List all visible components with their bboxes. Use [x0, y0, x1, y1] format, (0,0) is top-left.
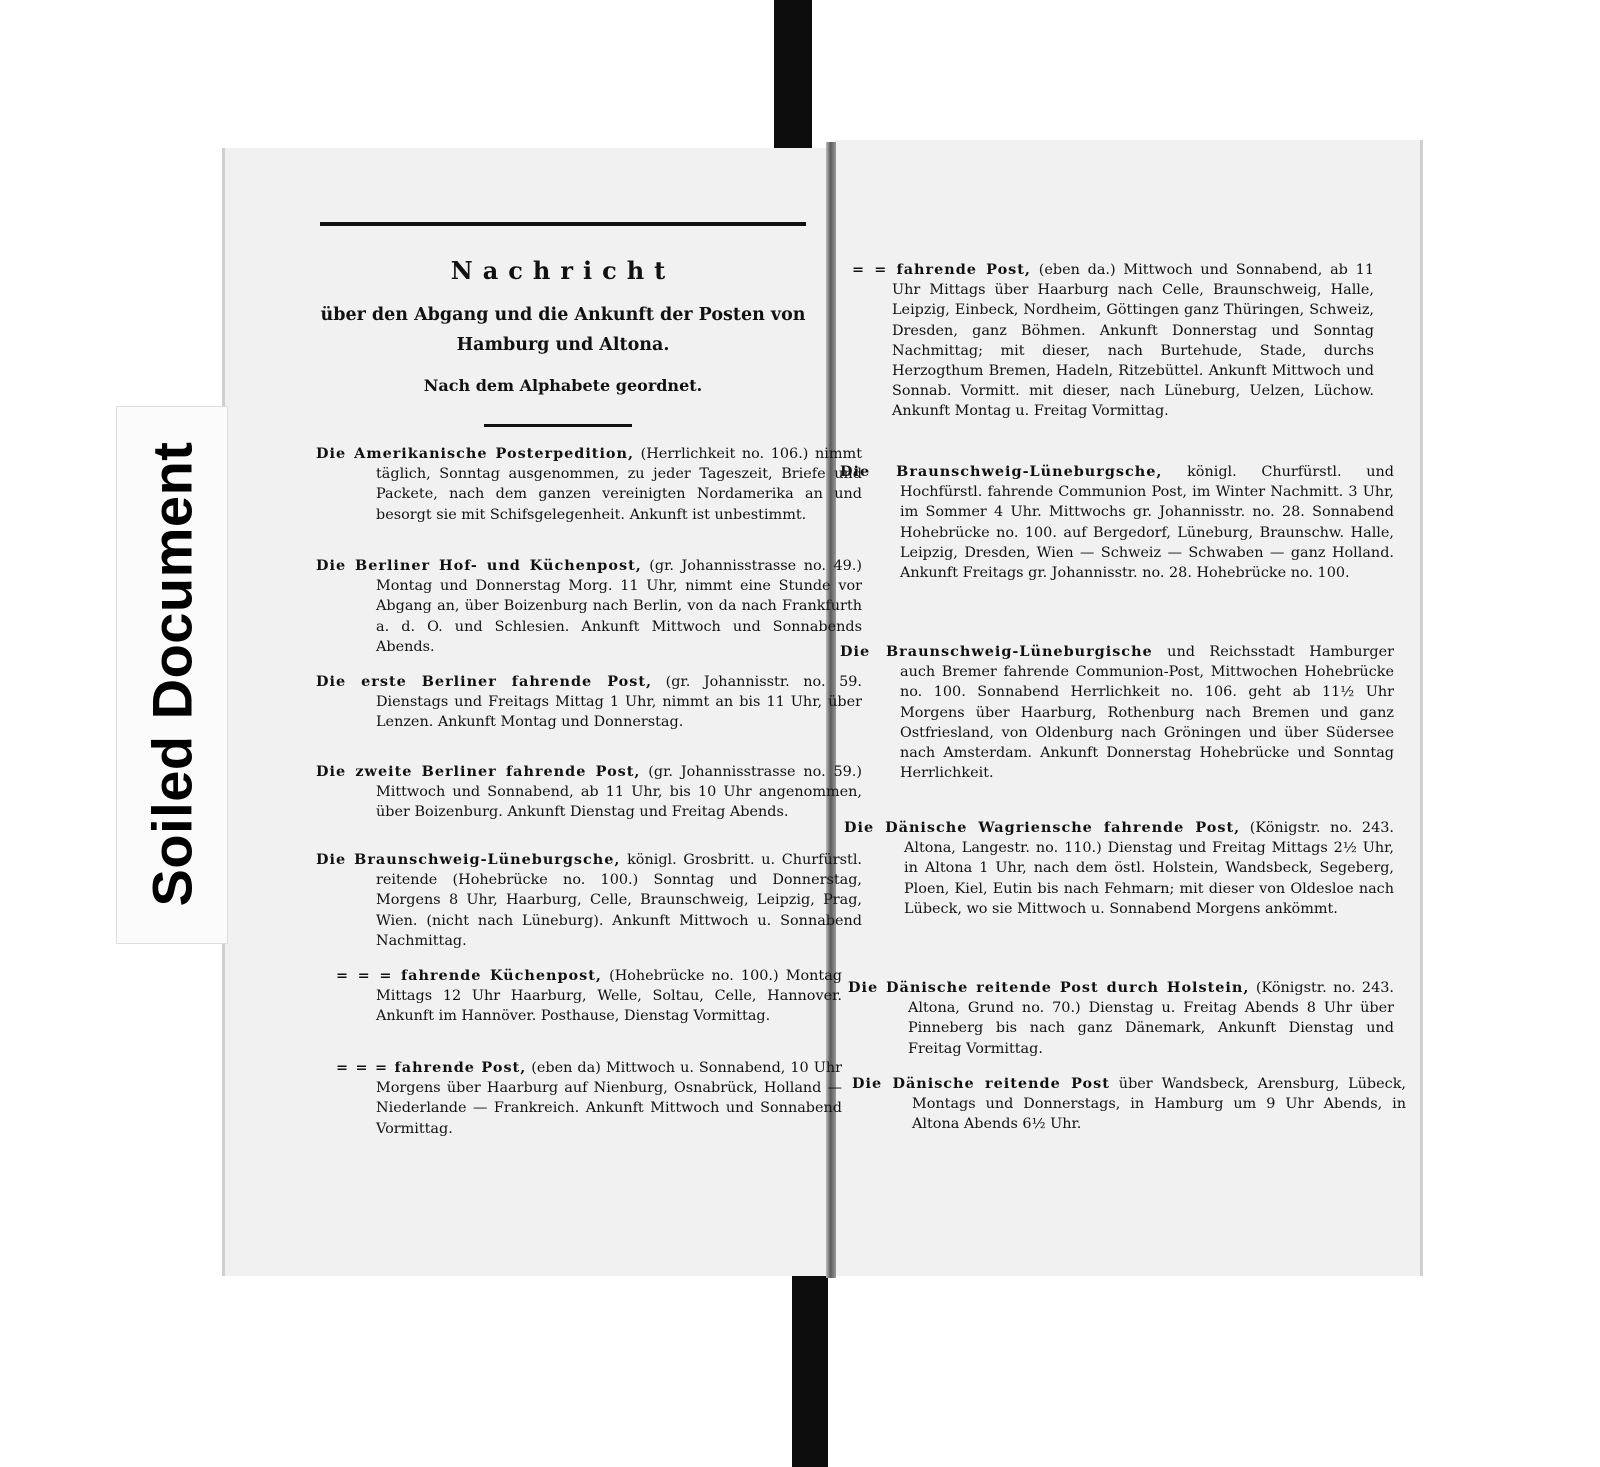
entry-lead: = = = fahrende Post, — [336, 1059, 527, 1076]
entry-lead: Die zweite Berliner fahrende Post, — [316, 763, 641, 780]
entry-text: (eben da.) Mittwoch und Sonnabend, ab 11 Uhr Mittags über Haarburg nach Celle, Braunschweig, Halle, Leipzig, Einbeck, Nordheim, Göttingen ganz Thüringen, Schweiz, Dresden, ganz Böhmen. Ankunft Donnerstag und Sonntag Nachmittag; mit dieser, nach Burtehude, Stade, durchs Herzogthum Bremen, Hadeln, Ritzebüttel. Ankunft Mittwoch und Sonnab. Vormitt. mit dieser, nach Lüneburg, Uelzen, Lüchow. Ankunft Montag u. Freitag Vormittag. — [892, 262, 1374, 420]
entry-text: (Königstr. no. 243. Altona, Grund no. 70.) Dienstag u. Freitag Abends 8 Uhr über Pinneberg bis nach ganz Dänemark, Ankunft Dienstag und Freitag Vormittag. — [908, 980, 1394, 1057]
entry-text: (gr. Johannisstrasse no. 59.) Mittwoch und Sonnabend, ab 11 Uhr, bis 10 Uhr angenommen, über Boizenburg. Ankunft Dienstag und Freitag Abends. — [376, 764, 862, 821]
entry-lead: Die Braunschweig-Lüneburgische — [840, 643, 1153, 660]
film-strip-top — [774, 0, 812, 148]
order-note: Nach dem Alphabete geordnet. — [423, 376, 703, 395]
entry-zweite-berliner — [316, 762, 862, 823]
entry-text: (Königstr. no. 243. Altona, Langestr. no. 110.) Dienstag und Freitag Mittags 2½ Uhr, in Altona 1 Uhr, nach dem östl. Holstein, Wandsbeck, Segeberg, Ploen, Kiel, Eutin bis nach Fehmarn; mit dieser von Oldesloe nach Lübeck, wo sie Mittwoch u. Sonnabend Morgens ankömmt. — [904, 820, 1394, 917]
soiled-document-label: Soiled Document — [140, 441, 204, 907]
header-rule — [320, 222, 806, 226]
entry-text: und Reichsstadt Hamburger auch Bremer fahrende Communion-Post, Mittwochen Hohebrücke no. 100. Sonnabend Herrlichkeit no. 106. geht ab 11½ Uhr Morgens über Haarburg, Rothenburg nach Bremen und ganz Ostfriesland, von Oldenburg nach Gröningen und über Südersee nach Amsterdam. Ankunft Donnerstag Hohebrücke und Sonntag Herrlichkeit. — [900, 644, 1395, 782]
entry-erste-berliner — [316, 672, 862, 733]
entry-lead: Die Dänische reitende Post — [852, 1075, 1110, 1092]
entry-daenische-wandsbeck — [852, 1074, 1406, 1135]
entry-amerikanische — [316, 444, 862, 525]
entry-lead: = = fahrende Post, — [852, 261, 1031, 278]
entry-braunschweig-communion — [840, 462, 1394, 583]
entry-lead: Die Amerikanische Posterpedition, — [316, 445, 634, 462]
entry-text: (gr. Johannisstr. no. 59. Dienstags und Freitags Mittag 1 Uhr, nimmt an bis 11 Uhr, über Lenzen. Ankunft Montag und Donnerstag. — [376, 674, 862, 731]
entry-fahrende-post-celle — [852, 260, 1374, 422]
entry-lead: Die Berliner Hof- und Küchenpost, — [316, 557, 642, 574]
entry-fahrende-post-nienburg — [336, 1058, 842, 1139]
entry-daenische-wagriensche — [844, 818, 1394, 919]
entry-text: (gr. Johannisstrasse no. 49.) Montag und Donnerstag Morg. 11 Uhr, nimmt eine Stunde vor Abgang an, über Boizenburg nach Berlin, von da nach Frankfurth a. d. O. und Schlesien. Ankunft Mittwoch und Sonnabends Abends. — [376, 558, 862, 655]
entry-lead: Die Dänische Wagriensche fahrende Post, — [844, 819, 1241, 836]
ornament-rule — [484, 424, 632, 427]
entry-daenische-holstein — [848, 978, 1394, 1059]
entry-lead: Die Braunschweig-Lüneburgsche, — [840, 463, 1163, 480]
film-strip-bottom — [792, 1276, 828, 1467]
entry-lead: = = = fahrende Küchenpost, — [336, 967, 602, 984]
entry-text: königl. Churfürstl. und Hochfürstl. fahrende Communion Post, im Winter Nachmitt. 3 Uhr, im Sommer 4 Uhr. Mittwochs gr. Johannisstr. no. 28. Sonnabend Hohebrücke no. 100. auf Bergedorf, Lüneburg, Braunschw. Halle, Leipzig, Dresden, Wien — Schweiz — Schwaben — ganz Holland. Ankunft Freitags gr. Johannisstr. no. 28. Hohebrücke no. 100. — [900, 464, 1394, 582]
page-subtitle: über den Abgang und die Ankunft der Posten von Hamburg und Altona. — [320, 305, 806, 355]
page-title: Nachricht — [450, 256, 676, 285]
entry-lead: Die Dänische reitende Post durch Holstein, — [848, 979, 1250, 996]
entry-berliner-hofpost — [316, 556, 862, 657]
entry-text: (eben da) Mittwoch u. Sonnabend, 10 Uhr Morgens über Haarburg auf Nienburg, Osnabrück, Holland — Niederlande — Frankreich. Ankunft Mittwoch und Sonnabend Vormittag. — [376, 1060, 842, 1137]
entry-lead: Die Braunschweig-Lüneburgsche, — [316, 851, 621, 868]
entry-text: (Hohebrücke no. 100.) Montag Mittags 12 Uhr Haarburg, Welle, Soltau, Celle, Hannover. Ankunft im Hannöver. Posthause, Dienstag Vormittag. — [376, 968, 842, 1025]
entry-lead: Die erste Berliner fahrende Post, — [316, 673, 653, 690]
entry-braunschweig-reichsstadt — [840, 642, 1394, 783]
entry-text: (Herrlichkeit no. 106.) nimmt täglich, Sonntag ausgenommen, zu jeder Tageszeit, Briefe und Packete, nach dem ganzen vereinigten Nordamerika an und besorgt sie mit Schifsgelegenheit. Ankunft ist unbestimmt. — [376, 446, 862, 523]
entry-text: königl. Grosbritt. u. Churfürstl. reitende (Hohebrücke no. 100.) Sonntag und Donnerstag, Morgens 8 Uhr, Haarburg, Celle, Braunschweig, Leipzig, Prag, Wien. (nicht nach Lüneburg). Ankunft Mittwoch u. Sonnabend Nachmittag. — [376, 852, 862, 949]
entry-text: über Wandsbeck, Arensburg, Lübeck, Montags und Donnerstags, in Hamburg um 9 Uhr Abends, in Altona Abends 6½ Uhr. — [912, 1076, 1407, 1133]
entry-kuechenpost — [336, 966, 842, 1027]
entry-braunschweig-reitende — [316, 850, 862, 951]
